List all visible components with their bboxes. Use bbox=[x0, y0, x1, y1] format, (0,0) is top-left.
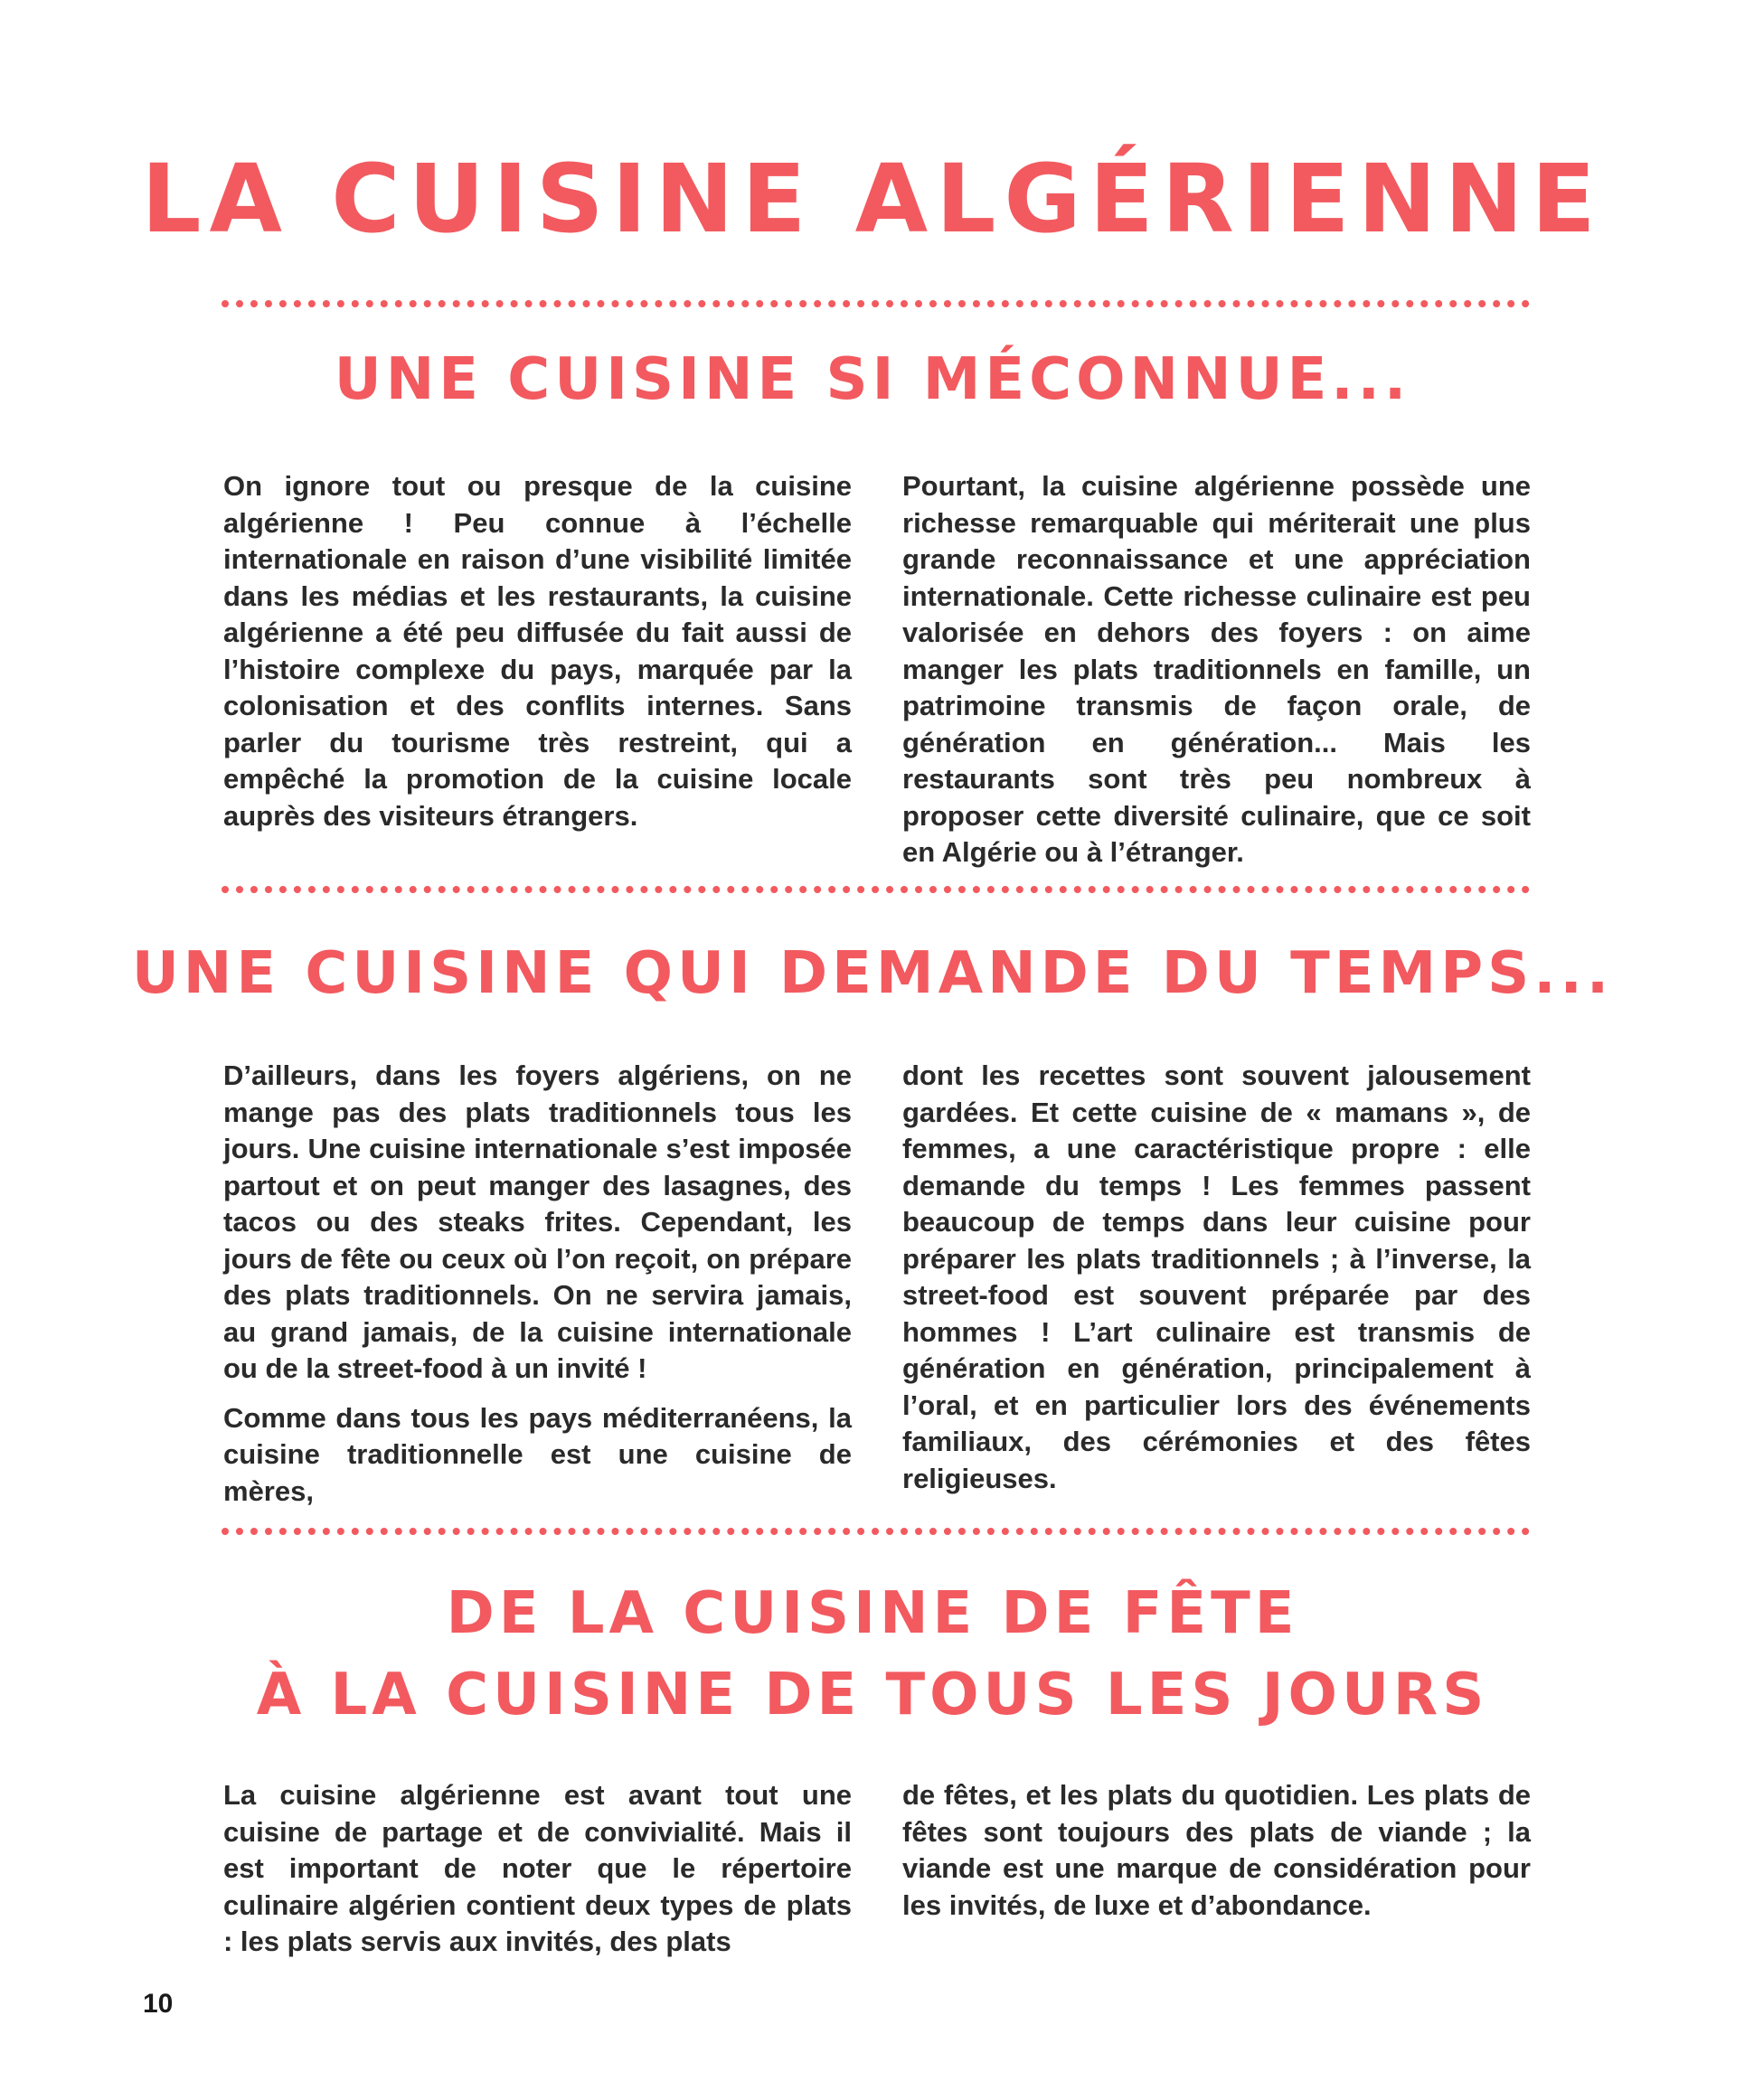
paragraph: La cuisine algérienne est avant tout une cuisine de partage et de convivialité. Mais il est important de noter que le répertoire culinaire algérien contient deux types de plats : les plats servis aux invités, des plats bbox=[223, 1779, 852, 1957]
dotted-divider bbox=[222, 886, 1530, 893]
paragraph: dont les recettes sont souvent jalousement gardées. Et cette cuisine de « mamans », de femmes, a une caractéristique propre : elle demande du temps ! Les femmes passent beaucoup de temps dans leur cuisine pour préparer les plats traditionnels ; à l’inverse, la street-food est souvent préparée par des hommes ! L’art culinaire est transmis de génération en génération, principalement à l’oral, et en particulier lors des événements familiaux, des cérémonies et des fêtes religieuses. bbox=[902, 1059, 1531, 1494]
section-heading-2: UNE CUISINE QUI DEMANDE DU TEMPS... bbox=[131, 940, 1614, 1007]
paragraph: Comme dans tous les pays méditerranéens, la cuisine traditionnelle est une cuisine de mères, bbox=[223, 1401, 852, 1507]
section-heading-3-line-1: DE LA CUISINE DE FÊTE bbox=[446, 1580, 1299, 1647]
section-1-left-column bbox=[223, 468, 852, 847]
section-2-left-column bbox=[223, 1058, 852, 1522]
dotted-divider bbox=[222, 300, 1530, 307]
dotted-divider bbox=[222, 1528, 1530, 1535]
section-3-left-column bbox=[223, 1777, 852, 1973]
page-number: 10 bbox=[143, 1989, 174, 2019]
paragraph: Pourtant, la cuisine algérienne possède une richesse remarquable qui mériterait une plus grande reconnaissance et une appréciation internationale. Cette richesse culinaire est peu valorisée en dehors des foyers : on aime manger les plats traditionnels en famille, un patrimoine transmis de façon orale, de génération en génération... Mais les restaurants sont très peu nombreux à proposer cette diversité culinaire, que ce soit en Algérie ou à l’étranger. bbox=[902, 470, 1531, 868]
section-heading-3 bbox=[0, 1573, 1745, 1736]
page-title: LA CUISINE ALGÉRIENNE bbox=[141, 144, 1604, 254]
section-2-right-column bbox=[902, 1058, 1531, 1510]
paragraph: D’ailleurs, dans les foyers algériens, on ne mange pas des plats traditionnels tous les jours. Une cuisine internationale s’est imposée partout et on peut manger des lasagnes, des tacos ou des steaks frites. Cependant, les jours de fête ou ceux où l’on reçoit, on prépare des plats traditionnels. On ne servira jamais, au grand jamais, de la cuisine internationale ou de la street-food à un invité ! bbox=[223, 1059, 852, 1384]
section-heading-3-line-2: À LA CUISINE DE TOUS LES JOURS bbox=[256, 1662, 1489, 1728]
paragraph: de fêtes, et les plats du quotidien. Les plats de fêtes sont toujours des plats de viande ; la viande est une marque de considération pour les invités, de luxe et d’abondance. bbox=[902, 1779, 1531, 1921]
section-1-right-column bbox=[902, 468, 1531, 884]
section-heading-1: UNE CUISINE SI MÉCONNUE... bbox=[334, 346, 1411, 413]
section-3-right-column bbox=[902, 1777, 1531, 1936]
paragraph: On ignore tout ou presque de la cuisine algérienne ! Peu connue à l’échelle internationale en raison d’une visibilité limitée dans les médias et les restaurants, la cuisine algérienne a été peu diffusée du fait aussi de l’histoire complexe du pays, marquée par la colonisation et des conflits internes. Sans parler du tourisme très restreint, qui a empêché la promotion de la cuisine locale auprès des visiteurs étrangers. bbox=[223, 470, 852, 832]
